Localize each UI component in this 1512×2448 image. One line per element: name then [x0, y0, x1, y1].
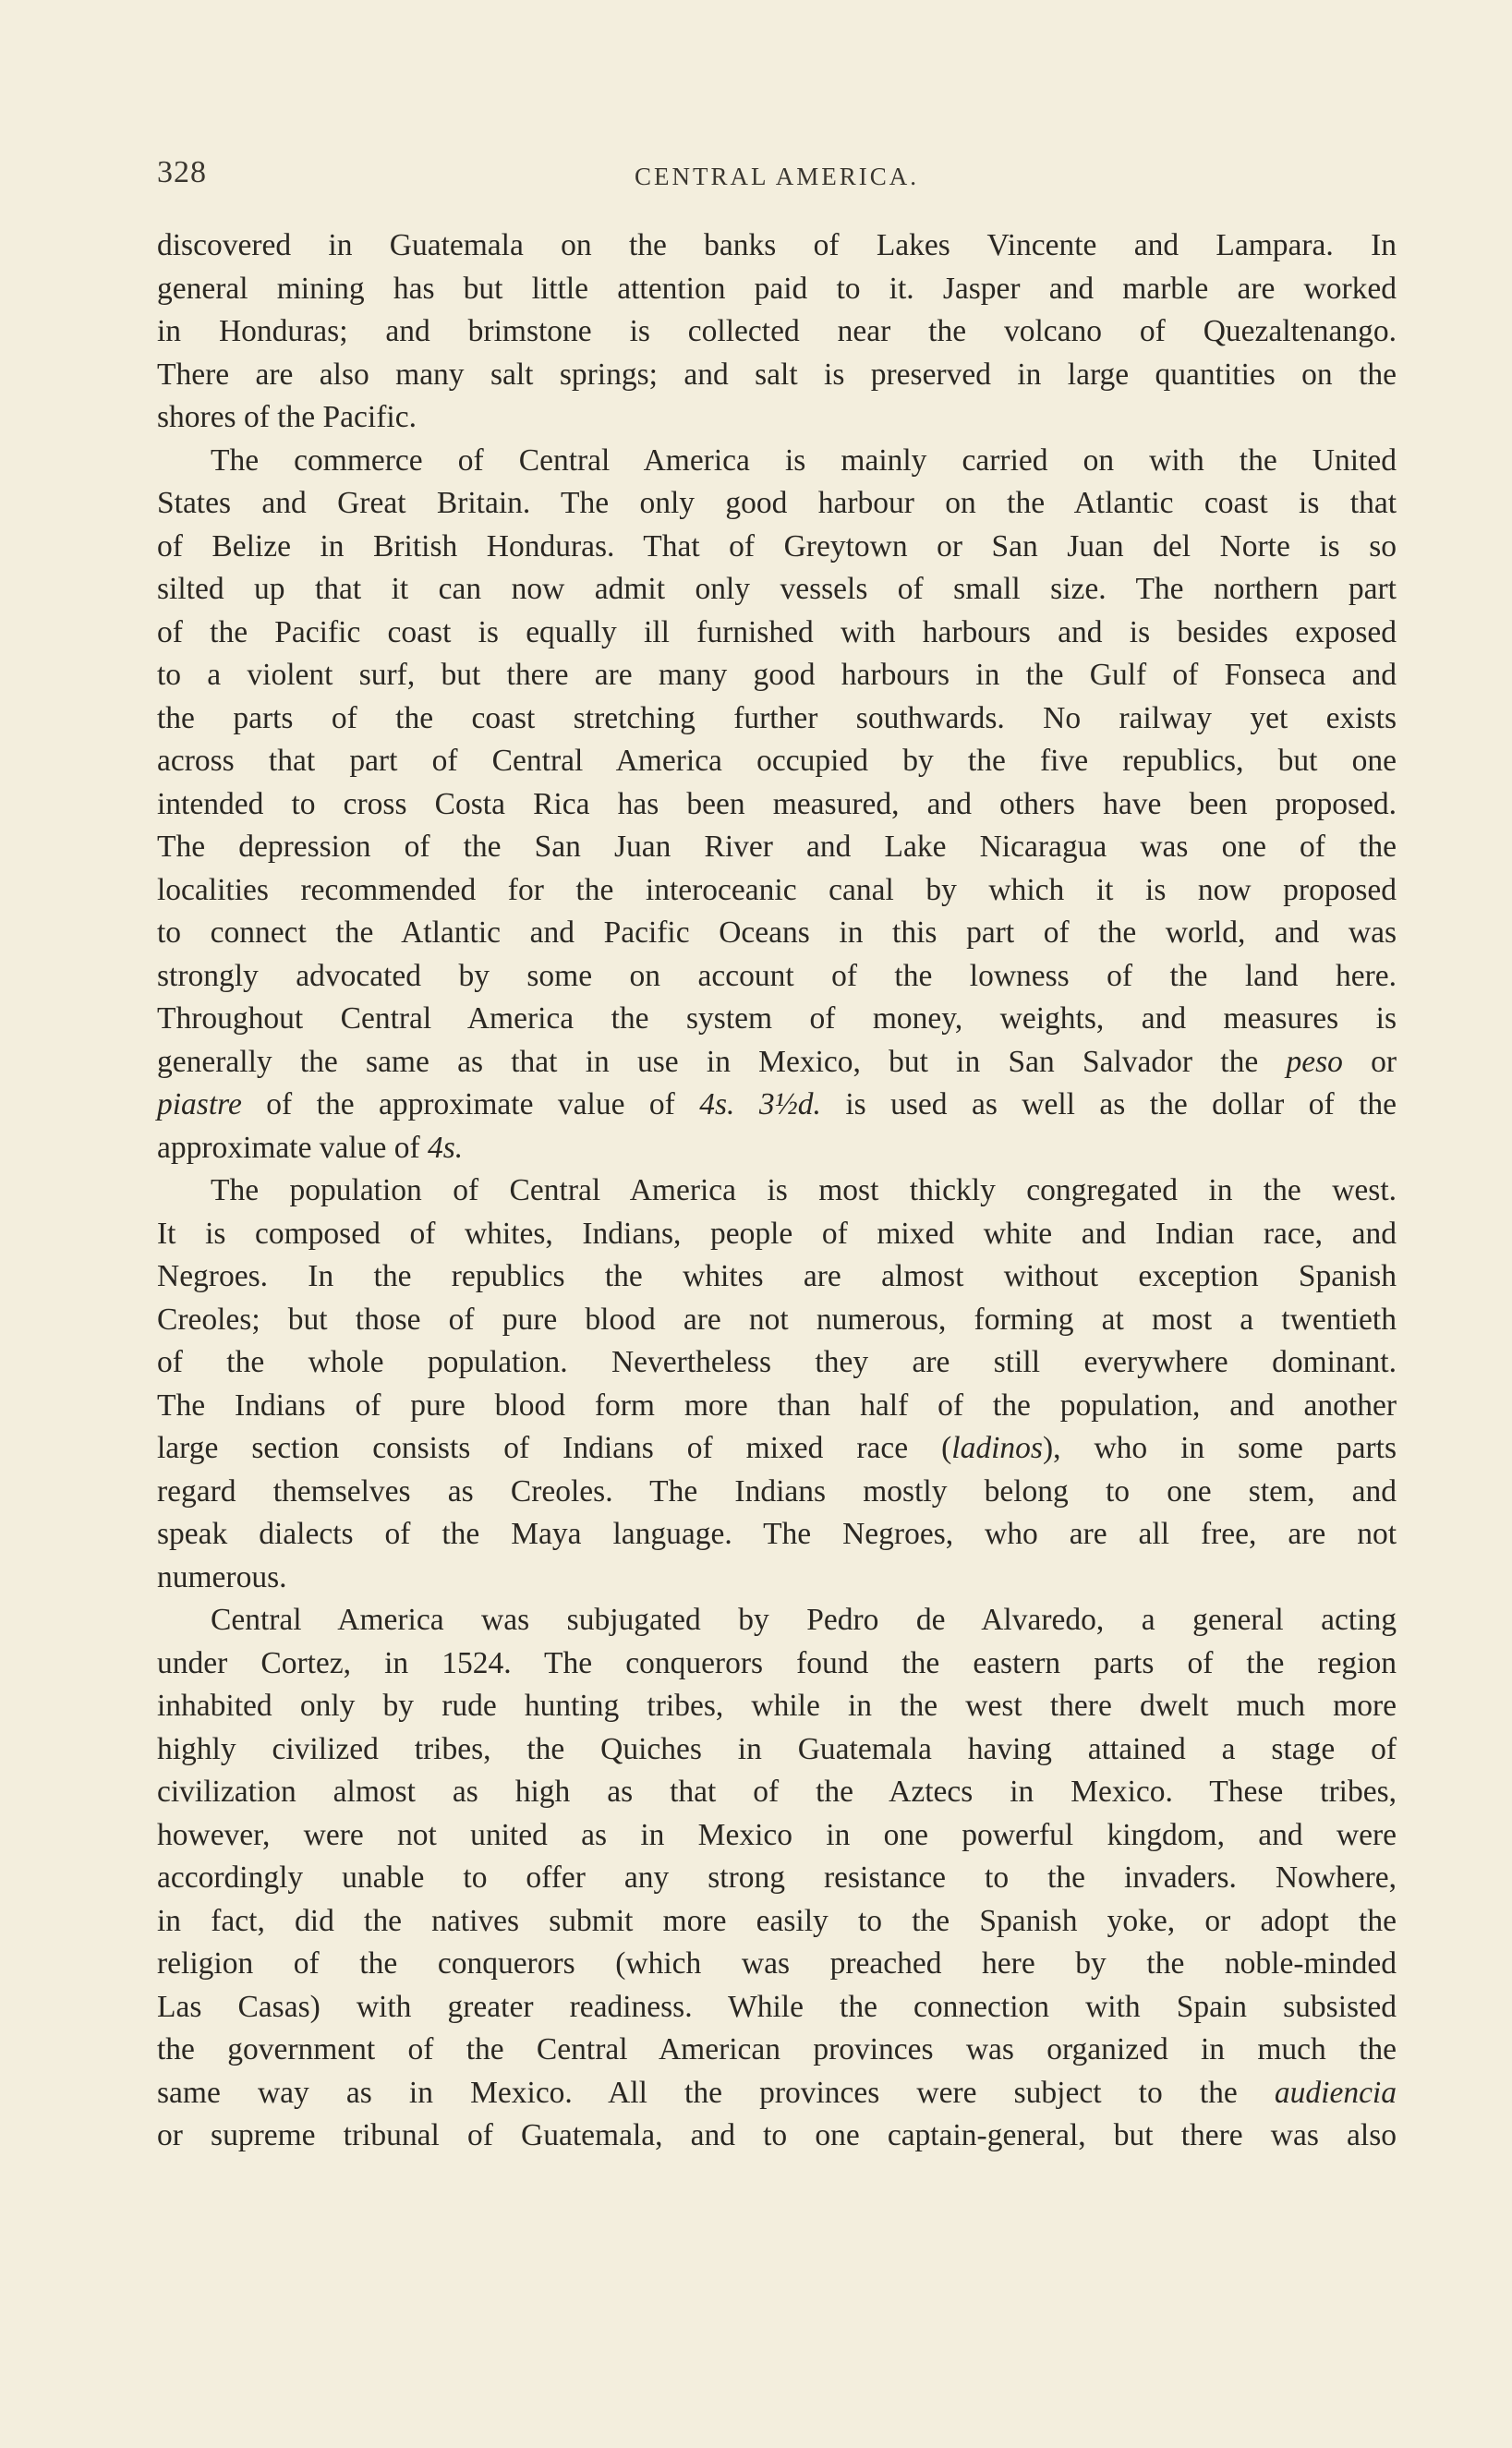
text-line: States and Great Britain. The only good harbour on the Atlantic coast is that	[157, 486, 1397, 520]
text-segment: or	[1371, 1044, 1397, 1079]
text-line: speak dialects of the Maya language. The Negroes, who are all free, are not	[157, 1517, 1397, 1551]
text-line: in Honduras; and brimstone is collected near the volcano of Quezaltenango.	[157, 314, 1397, 348]
italic-term: piastre	[157, 1087, 242, 1121]
italic-term: ladinos	[951, 1431, 1043, 1465]
text-segment: large section consists of Indians of mixed race (	[157, 1431, 952, 1465]
text-line: however, were not united as in Mexico in one powerful kingdom, and were	[157, 1817, 1397, 1852]
text-line: the government of the Central American provinces was organized in much the	[157, 2032, 1397, 2066]
text-line: regard themselves as Creoles. The Indians mostly belong to one stem, and	[157, 1473, 1397, 1509]
text-segment: of the approximate value of	[266, 1087, 675, 1121]
text-line: general mining has but little attention paid to it. Jasper and marble are worked	[157, 271, 1397, 306]
text-line	[157, 1127, 1397, 1170]
text-segment: same way as in Mexico. All the provinces were subject to the	[157, 2075, 1238, 2110]
text-segment: is used as well as the dollar of the	[845, 1087, 1397, 1121]
text-line: localities recommended for the interoceanic canal by which it is now proposed	[157, 872, 1397, 907]
text-line: accordingly unable to offer any strong resistance to the invaders. Nowhere,	[157, 1860, 1397, 1895]
text-line: to a violent surf, but there are many good harbours in the Gulf of Fonseca and	[157, 658, 1397, 692]
text-line: inhabited only by rude hunting tribes, while in the west there dwelt much more	[157, 1689, 1397, 1723]
text-line	[157, 2072, 1397, 2115]
page-header	[157, 155, 1397, 201]
text-line: The Indians of pure blood form more than half of the population, and another	[157, 1388, 1397, 1423]
text-line	[157, 1427, 1397, 1471]
text-line: of the Pacific coast is equally ill furnished with harbours and is besides exposed	[157, 614, 1397, 649]
italic-term: audiencia	[1274, 2075, 1397, 2110]
text-line: of Belize in British Honduras. That of Greytown or San Juan del Norte is so	[157, 528, 1397, 564]
text-line: numerous.	[157, 1559, 287, 1594]
text-line: intended to cross Costa Rica has been measured, and others have been proposed.	[157, 786, 1397, 821]
text-line: Las Casas) with greater readiness. While the connection with Spain subsisted	[157, 1989, 1397, 2024]
text-line: It is composed of whites, Indians, people of mixed white and Indian race, and	[157, 1216, 1397, 1251]
text-line	[157, 1041, 1397, 1085]
currency-value: 4s. 3½d.	[699, 1087, 821, 1121]
paragraph-first-line: The population of Central America is most thickly congregated in the west.	[211, 1173, 1397, 1207]
text-line: There are also many salt springs; and salt is preserved in large quantities on the	[157, 357, 1397, 392]
paragraph-first-line: Central America was subjugated by Pedro de Alvaredo, a general acting	[211, 1603, 1397, 1637]
text-line: shores of the Pacific.	[157, 400, 417, 434]
text-line: in fact, did the natives submit more easily to the Spanish yoke, or adopt the	[157, 1903, 1397, 1938]
text-line: The depression of the San Juan River and Lake Nicaragua was one of the	[157, 830, 1397, 864]
text-segment: approximate value of	[157, 1130, 420, 1165]
text-segment: generally the same as that in use in Mexico, but in San Salvador the	[157, 1044, 1259, 1079]
running-head: CENTRAL AMERICA.	[634, 163, 919, 190]
text-line: of the whole population. Nevertheless they are still everywhere dominant.	[157, 1345, 1397, 1379]
text-line: highly civilized tribes, the Quiches in Guatemala having attained a stage of	[157, 1731, 1397, 1766]
text-line: Negroes. In the republics the whites are almost without exception Spanish	[157, 1259, 1397, 1293]
page-number: 328	[157, 155, 207, 189]
paragraph-first-line: The commerce of Central America is mainly carried on with the United	[211, 442, 1397, 478]
text-line	[157, 1084, 1397, 1127]
text-line: silted up that it can now admit only vessels of small size. The northern part	[157, 572, 1397, 606]
italic-term: peso	[1286, 1044, 1343, 1079]
text-line: civilization almost as high as that of the Aztecs in Mexico. These tribes,	[157, 1775, 1397, 1809]
body-text	[157, 224, 1397, 2158]
text-line: Throughout Central America the system of money, weights, and measures is	[157, 1001, 1397, 1036]
text-line: discovered in Guatemala on the banks of Lakes Vincente and Lampara. In	[157, 228, 1397, 262]
text-line: strongly advocated by some on account of the lowness of the land here.	[157, 958, 1397, 993]
text-line: religion of the conquerors (which was preached here by the noble-minded	[157, 1946, 1397, 1981]
text-line: to connect the Atlantic and Pacific Oceans in this part of the world, and was	[157, 915, 1397, 950]
text-segment: ), who in some parts	[1042, 1431, 1397, 1465]
text-line: Creoles; but those of pure blood are not numerous, forming at most a twentieth	[157, 1302, 1397, 1337]
text-line: the parts of the coast stretching further southwards. No railway yet exists	[157, 700, 1397, 735]
text-line: across that part of Central America occupied by the five republics, but one	[157, 744, 1397, 778]
text-line: under Cortez, in 1524. The conquerors found the eastern parts of the region	[157, 1645, 1397, 1680]
currency-value: 4s.	[428, 1130, 464, 1165]
text-line: or supreme tribunal of Guatemala, and to one captain-general, but there was also	[157, 2118, 1397, 2152]
